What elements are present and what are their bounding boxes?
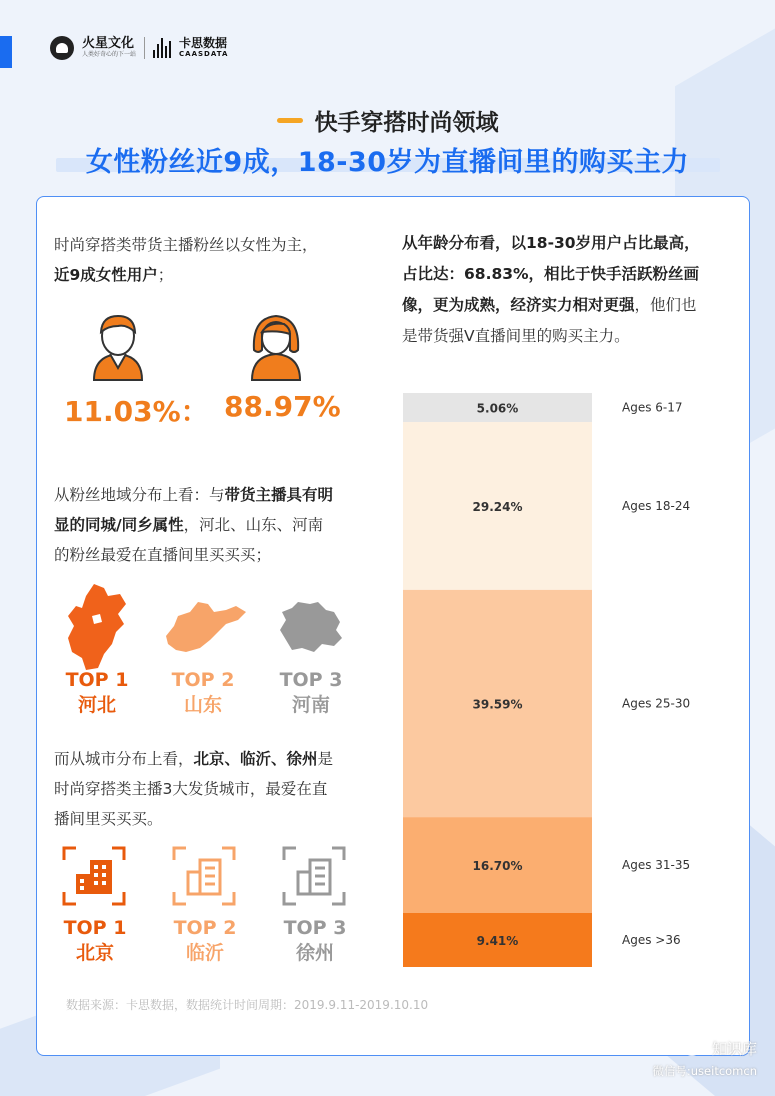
data-source: 数据来源：卡思数据，数据统计时间周期：2019.9.11-2019.10.10: [66, 998, 429, 1012]
category-label-1: Ages 6-17: [622, 400, 683, 415]
category-label-2: Ages 18-24: [622, 498, 691, 513]
region-rank-2: TOP 2 山东: [171, 669, 235, 716]
brand2-en: CAASDATA: [179, 50, 229, 58]
city-rank-3: TOP 3 徐州: [283, 917, 347, 964]
brand1-slogan: 人类好奇心的下一站: [82, 51, 137, 58]
region-rank-3: TOP 3 河南: [279, 669, 343, 716]
category-label-5: Ages >36: [622, 932, 681, 947]
watermark-name: 知识库: [711, 1040, 757, 1058]
value-label-3: 39.59%: [472, 697, 523, 712]
category-label-4: Ages 31-35: [622, 858, 691, 873]
gender-text: 时尚穿搭类带货主播粉丝以女性为主， 近9成女性用户；: [54, 236, 318, 284]
value-label-4: 16.70%: [472, 859, 523, 874]
value-label-5: 9.41%: [476, 933, 519, 948]
category-label-3: Ages 25-30: [622, 696, 691, 711]
brand2-name: 卡思数据: [179, 36, 228, 50]
watermark-account: 微信号:useitcomcn: [652, 1064, 757, 1078]
value-label-2: 29.24%: [472, 499, 523, 514]
page-subtitle: 快手穿搭时尚领域: [314, 110, 499, 136]
male-percentage: 11.03%：: [64, 395, 209, 428]
brand1-name: 火星文化: [82, 36, 135, 51]
region-rank-1: TOP 1 河北: [65, 669, 129, 716]
age-description: 从年龄分布看，以18-30岁用户占比最高，占比达：68.83%，相比于快手活跃粉丝画像，更为成熟，经济实力相对更强，他们也是带货强V直播间里的购买主力。: [402, 234, 700, 345]
watermark: [652, 1038, 757, 1079]
value-label-1: 5.06%: [476, 401, 519, 416]
page-headline: 女性粉丝近9成，18-30岁为直播间里的购买主力: [85, 147, 690, 178]
female-percentage: 88.97%: [224, 390, 341, 423]
city-rank-2: TOP 2 临沂: [173, 917, 237, 964]
city-rank-1: TOP 1 北京: [63, 917, 127, 964]
city-text: 而从城市分布上看，北京、临沂、徐州是 时尚穿搭类主播3大发货城市，最爱在直 播间里买买买。: [54, 750, 334, 828]
region-text: 从粉丝地域分布上看：与带货主播具有明 显的同城/同乡属性，河北、山东、河南 的粉丝最爱在直播间里买买买；: [54, 486, 334, 564]
